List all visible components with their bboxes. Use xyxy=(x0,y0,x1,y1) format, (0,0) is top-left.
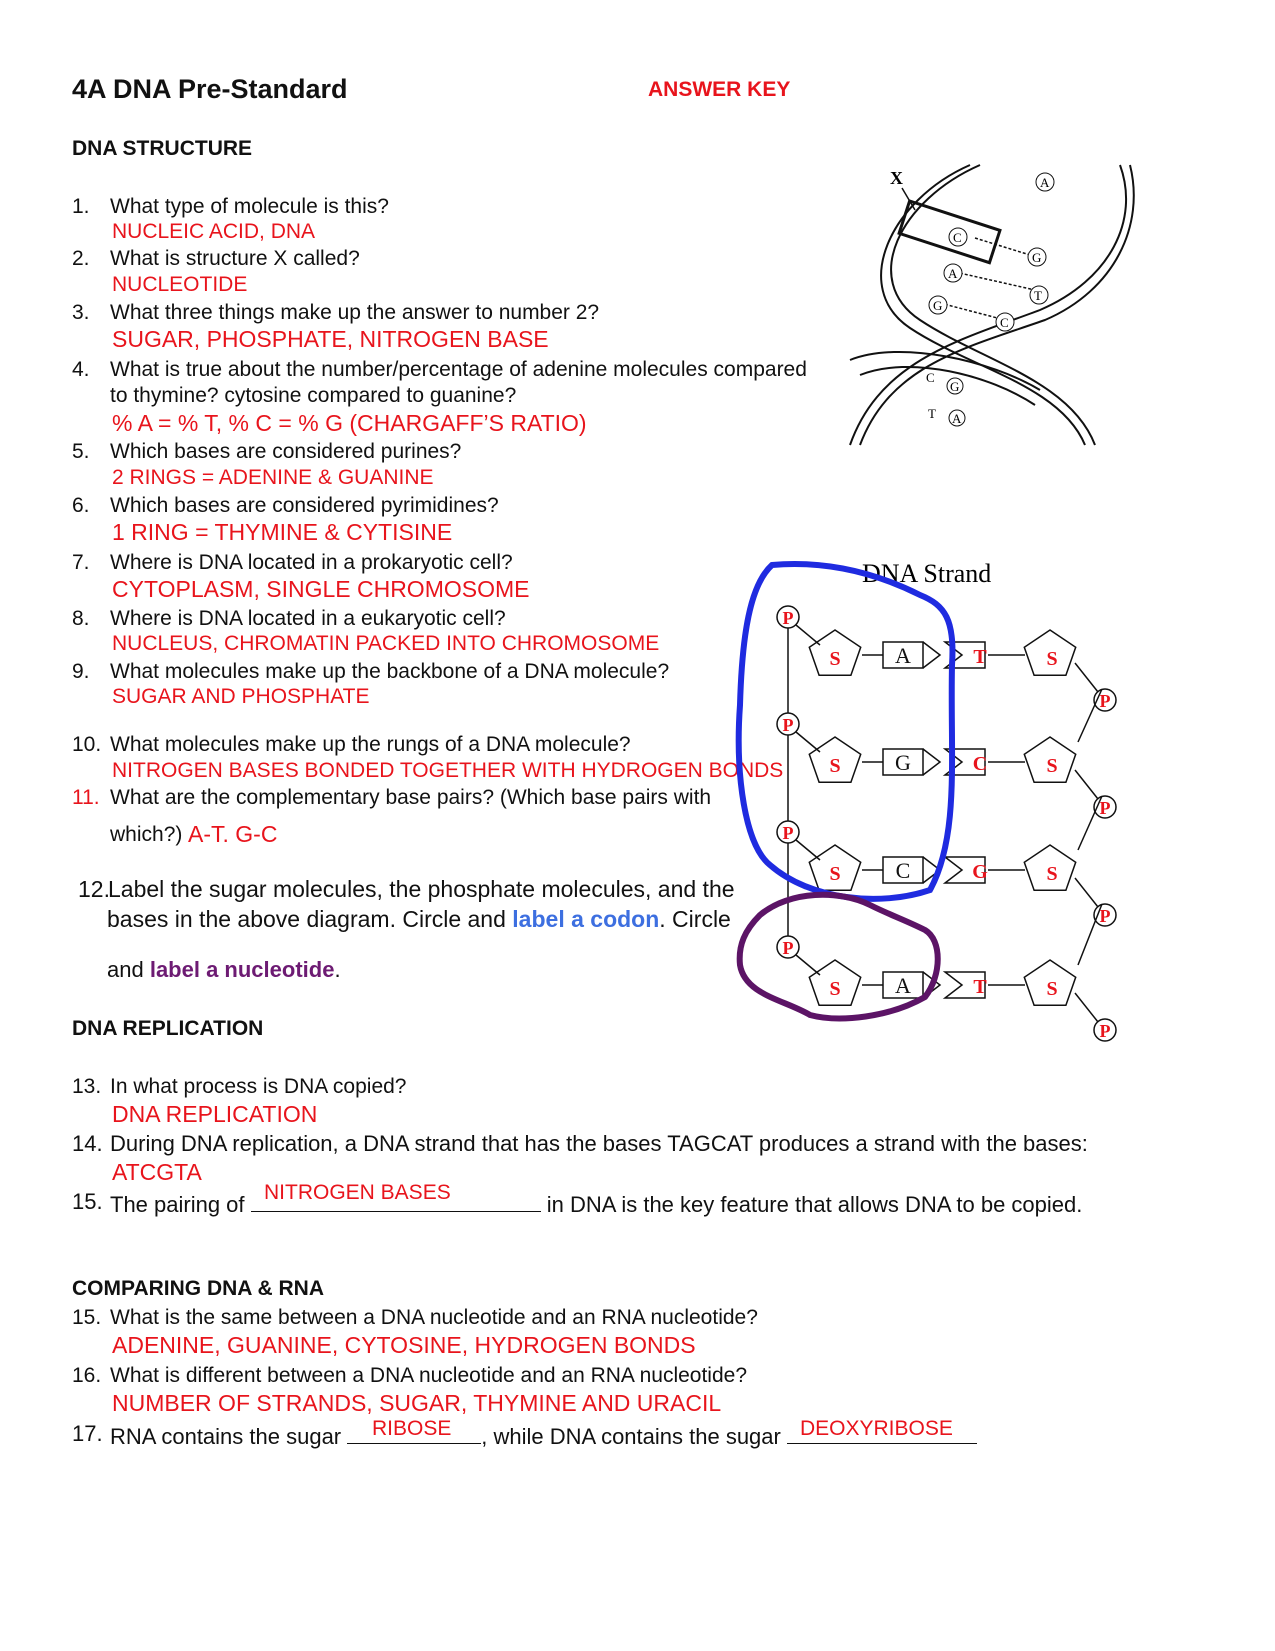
question-number: 15. xyxy=(72,1306,102,1329)
question-text: RNA contains the sugar xyxy=(110,1424,348,1449)
base-left-label: A xyxy=(895,643,911,668)
sugar-label: S xyxy=(829,863,841,885)
phosphate-label: P xyxy=(1099,906,1111,926)
base-connector xyxy=(923,642,940,668)
backbone-line xyxy=(1078,689,1102,742)
helix-base: T xyxy=(928,406,936,421)
answer-4: % A = % T, % C = % G (CHARGAFF’S RATIO) xyxy=(112,410,587,436)
phosphate-label: P xyxy=(1099,691,1111,711)
question-number: 1. xyxy=(72,195,90,218)
fill-answer-15: NITROGEN BASES xyxy=(264,1181,451,1204)
question-text: What are the complementary base pairs? (Which base pairs with xyxy=(110,786,712,809)
question-text: Where is DNA located in a eukaryotic cell? xyxy=(110,607,506,630)
sugar-label: S xyxy=(1046,863,1058,885)
question-text: Label the sugar molecules, the phosphate molecules, and the xyxy=(108,876,735,902)
phosphate-label: P xyxy=(782,823,794,843)
sugar-label: S xyxy=(829,648,841,670)
question-text-wrap xyxy=(110,1189,1082,1218)
answer-key-label: ANSWER KEY xyxy=(648,78,791,101)
helix-base: C xyxy=(1000,315,1009,330)
question-text: What three things make up the answer to number 2? xyxy=(110,301,600,324)
question-text: to thymine? cytosine compared to guanine? xyxy=(110,384,517,407)
base-right-label: T xyxy=(973,976,987,998)
answer-13: DNA REPLICATION xyxy=(112,1101,318,1127)
phosphate-label: P xyxy=(1099,1021,1111,1041)
phosphate-label: P xyxy=(1099,798,1111,818)
question-number: 4. xyxy=(72,358,90,381)
question-text: which?) xyxy=(110,823,183,846)
phosphate-label: P xyxy=(782,608,794,628)
question-number: 3. xyxy=(72,301,90,324)
answer-16: NUMBER OF STRANDS, SUGAR, THYMINE AND URACIL xyxy=(112,1390,722,1416)
section-dna-structure: DNA STRUCTURE xyxy=(72,137,253,160)
nucleotide-label-text: label a nucleotide xyxy=(149,957,335,982)
sugar-label: S xyxy=(829,978,841,1000)
helix-base: T xyxy=(1034,288,1042,303)
sugar-label: S xyxy=(829,755,841,777)
base-left-label: C xyxy=(895,858,911,883)
question-text: What is structure X called? xyxy=(110,247,360,270)
question-text: During DNA replication, a DNA strand that has the bases TAGCAT produces a strand with the bases: xyxy=(110,1131,1088,1156)
question-text: and xyxy=(107,957,150,982)
fill-answer-17a: RIBOSE xyxy=(372,1417,452,1440)
answer-3: SUGAR, PHOSPHATE, NITROGEN BASE xyxy=(112,326,549,352)
sugar-label: S xyxy=(1046,978,1058,1000)
question-text: Which bases are considered pyrimidines? xyxy=(110,494,499,517)
backbone-line xyxy=(1078,904,1102,965)
answer-11: A-T. G-C xyxy=(188,821,278,847)
base-right-label: G xyxy=(972,861,988,883)
question-number: 6. xyxy=(72,494,90,517)
question-text: Which bases are considered purines? xyxy=(110,440,462,463)
question-text: What is the same between a DNA nucleotide and an RNA nucleotide? xyxy=(110,1306,758,1329)
question-text: What is different between a DNA nucleotide and an RNA nucleotide? xyxy=(110,1364,748,1387)
bond-line xyxy=(1075,770,1098,799)
question-text: What molecules make up the backbone of a DNA molecule? xyxy=(110,660,670,683)
codon-label-text: label a codon xyxy=(512,906,660,932)
question-number: 14. xyxy=(72,1131,103,1156)
bond-line xyxy=(1075,878,1098,907)
question-12-line-3 xyxy=(107,957,341,983)
answer-10: NITROGEN BASES BONDED TOGETHER WITH HYDROGEN BONDS xyxy=(112,759,784,782)
answer-14: ATCGTA xyxy=(112,1159,202,1185)
question-number: 8. xyxy=(72,607,90,630)
helix-base: C xyxy=(926,370,935,385)
question-text: bases in the above diagram. Circle and xyxy=(107,906,513,932)
question-text: in DNA is the key feature that allows DNA to be copied. xyxy=(540,1192,1083,1217)
structure-x-box xyxy=(899,201,1000,263)
question-12-line-2 xyxy=(107,906,731,932)
helix-base: C xyxy=(953,230,962,245)
question-text: In what process is DNA copied? xyxy=(110,1075,407,1098)
question-number: 11. xyxy=(72,786,100,809)
question-text: Where is DNA located in a prokaryotic cell? xyxy=(110,551,513,574)
helix-base: G xyxy=(950,379,960,394)
question-number: 9. xyxy=(72,660,90,683)
base-left-label: G xyxy=(895,750,911,775)
helix-base: A xyxy=(952,411,962,426)
question-text: , while DNA contains the sugar xyxy=(481,1424,787,1449)
question-text: What type of molecule is this? xyxy=(110,195,389,218)
sugar-label: S xyxy=(1046,648,1058,670)
answer-15b: ADENINE, GUANINE, CYTOSINE, HYDROGEN BONDS xyxy=(112,1332,696,1358)
sugar-label: S xyxy=(1046,755,1058,777)
answer-2: NUCLEOTIDE xyxy=(112,273,248,296)
base-left-label: A xyxy=(895,973,911,998)
answer-1: NUCLEIC ACID, DNA xyxy=(112,220,316,243)
answer-8: NUCLEUS, CHROMATIN PACKED INTO CHROMOSOME xyxy=(112,632,660,655)
backbone-line xyxy=(1078,796,1102,850)
question-number: 7. xyxy=(72,551,90,574)
question-text: What molecules make up the rungs of a DNA molecule? xyxy=(110,733,631,756)
base-right-label: C xyxy=(972,753,988,775)
question-number: 15. xyxy=(72,1189,103,1214)
question-number: 5. xyxy=(72,440,90,463)
page-title: 4A DNA Pre-Standard xyxy=(72,74,348,104)
question-text: . Circle xyxy=(659,906,731,932)
question-number: 10. xyxy=(72,733,102,756)
question-number: 16. xyxy=(72,1364,102,1387)
question-number: 17. xyxy=(72,1421,103,1446)
base-right-label: T xyxy=(973,646,987,668)
bond-line xyxy=(1075,663,1098,692)
fill-answer-17b: DEOXYRIBOSE xyxy=(800,1417,953,1440)
x-label: X xyxy=(890,168,903,188)
answer-5: 2 RINGS = ADENINE & GUANINE xyxy=(112,466,434,489)
section-dna-replication: DNA REPLICATION xyxy=(72,1017,264,1040)
dna-strand-diagram xyxy=(730,555,1150,1041)
question-number: 12. xyxy=(78,876,110,902)
phosphate-label: P xyxy=(782,938,794,958)
question-text: The pairing of xyxy=(110,1192,251,1217)
section-comparing: COMPARING DNA & RNA xyxy=(72,1277,324,1300)
strand-title: DNA Strand xyxy=(862,559,992,588)
base-connector xyxy=(923,749,940,775)
question-text: . xyxy=(334,957,341,982)
answer-6: 1 RING = THYMINE & CYTISINE xyxy=(112,519,453,545)
answer-9: SUGAR AND PHOSPHATE xyxy=(112,685,370,708)
answer-7: CYTOPLASM, SINGLE CHROMOSOME xyxy=(112,576,530,602)
codon-circle xyxy=(739,564,953,899)
question-number: 2. xyxy=(72,247,90,270)
question-number: 13. xyxy=(72,1075,102,1098)
helix-base: A xyxy=(1040,175,1050,190)
bond-line xyxy=(1075,993,1098,1022)
helix-base: A xyxy=(948,266,958,281)
phosphate-label: P xyxy=(782,715,794,735)
helix-base: G xyxy=(933,298,943,313)
helix-base: G xyxy=(1032,250,1042,265)
question-text: What is true about the number/percentage of adenine molecules compared xyxy=(110,358,807,381)
dna-helix-diagram xyxy=(840,160,1140,450)
